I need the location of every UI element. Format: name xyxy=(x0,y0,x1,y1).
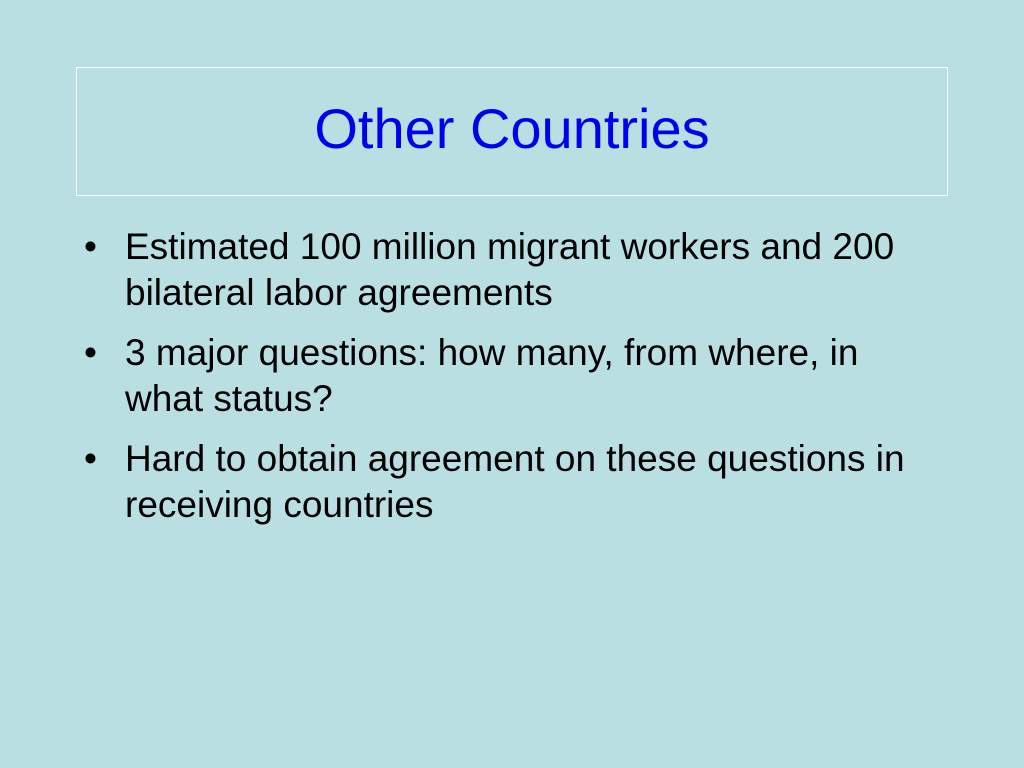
bullet-item xyxy=(84,436,944,528)
bullet-marker: • xyxy=(84,226,97,267)
bullet-item xyxy=(84,330,944,422)
bullet-text: Estimated 100 million migrant workers and 200 bilateral labor agreements xyxy=(125,226,895,313)
bullet-list xyxy=(84,224,944,542)
bullet-text: Hard to obtain agreement on these questions in receiving countries xyxy=(125,438,905,525)
bullet-item xyxy=(84,224,944,316)
bullet-marker: • xyxy=(84,332,97,373)
bullet-marker: • xyxy=(84,438,97,479)
title-box xyxy=(76,67,948,196)
slide-title: Other Countries xyxy=(314,96,710,160)
bullet-text: 3 major questions: how many, from where, in what status? xyxy=(125,332,859,419)
